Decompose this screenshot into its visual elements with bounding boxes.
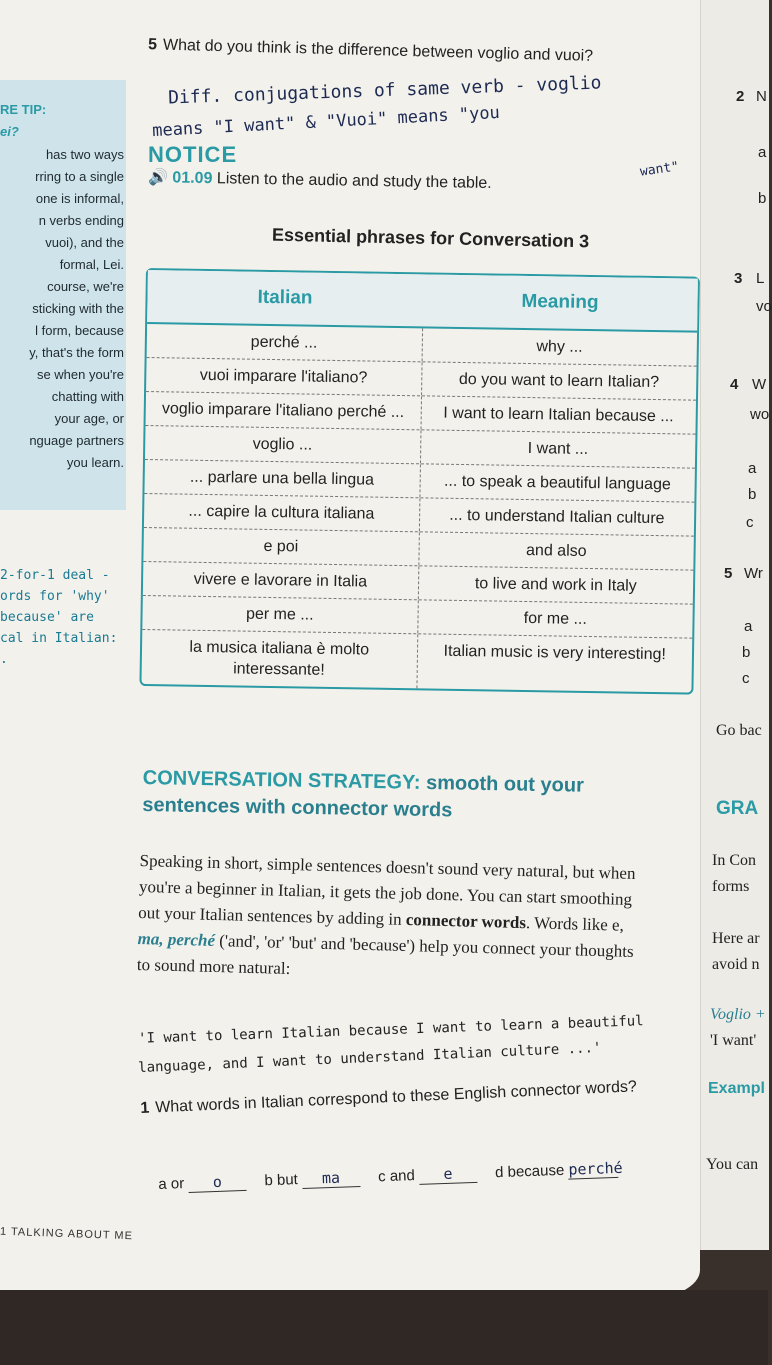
right-page-text: Here ar: [712, 930, 760, 947]
right-page-text: Voglio +: [710, 1006, 766, 1023]
right-page-text: In Con: [712, 852, 756, 869]
text-span: . Words like e,: [525, 913, 625, 935]
italian-cell: voglio ...: [145, 426, 421, 463]
phrases-table: [139, 268, 699, 695]
tip-line: l form, because: [35, 323, 124, 338]
tip-text: [0, 144, 126, 474]
right-page-text: 5: [724, 565, 733, 582]
tip-line: chatting with: [51, 389, 124, 404]
answer-blank-b[interactable]: ma: [302, 1168, 361, 1189]
right-page-text: N: [756, 88, 767, 105]
paragraph-line: Speaking in short, simple sentences doesn't sound very natural, but when: [139, 850, 636, 883]
meaning-cell: and also: [525, 542, 587, 560]
meaning-cell: Italian music is very interesting!: [443, 642, 667, 664]
italian-cell: perché ...: [147, 324, 423, 361]
tip-line: formal, Lei.: [59, 257, 124, 272]
audio-number: 01.09: [172, 169, 213, 188]
italian-cell: e poi: [143, 528, 419, 565]
meaning-cell: ... to understand Italian culture: [449, 506, 665, 528]
tip-title: RE TIP:: [0, 102, 47, 117]
right-page-text: 'I want': [710, 1032, 757, 1049]
tip-line: rring to a single: [35, 169, 124, 184]
text-span: out your Italian sentences by adding in: [138, 902, 407, 929]
question-text: What words in Italian correspond to these English connector words?: [154, 1078, 638, 1117]
italian-cell: ... capire la cultura italiana: [144, 494, 420, 531]
right-page-text: Wr: [744, 565, 763, 582]
right-page-text: 2: [736, 88, 745, 105]
handwritten-example-line-2: language, and I want to understand Italian culture ...': [137, 1039, 602, 1077]
table-header: [147, 270, 698, 333]
right-page-text: You can: [706, 1156, 759, 1173]
strategy-title: CONVERSATION STRATEGY:: [142, 766, 421, 794]
item-word: because: [507, 1161, 565, 1181]
italian-cell: per me ...: [142, 596, 418, 633]
right-page-text: 3: [734, 270, 743, 287]
tip-line: your age, or: [54, 411, 124, 426]
item-letter: a: [158, 1175, 167, 1193]
italian-cell: voglio imparare l'italiano perché ...: [146, 392, 422, 429]
question-number: 1: [140, 1099, 150, 1117]
answer-blank-a[interactable]: o: [188, 1172, 247, 1193]
right-page-text: Exampl: [708, 1080, 765, 1097]
note-line: because' are: [0, 610, 94, 625]
strategy-subtitle: smooth out your: [425, 771, 585, 797]
item-word: or: [170, 1175, 185, 1193]
italian-connectors: ma, perché: [137, 928, 216, 950]
item-word: and: [389, 1167, 416, 1185]
tip-line: nguage partners: [29, 433, 124, 448]
answer-blank-d[interactable]: perché: [568, 1158, 623, 1179]
italian-cell: la musica italiana è molto interessante!: [141, 630, 417, 688]
tip-line: y, that's the form: [29, 345, 124, 360]
right-page: [700, 0, 769, 1250]
italian-cell: ... parlare una bella lingua: [144, 460, 420, 497]
item-word: but: [276, 1171, 299, 1189]
note-line: .: [0, 652, 8, 667]
right-page-text: W: [752, 376, 767, 393]
notice-heading: NOTICE: [148, 142, 238, 167]
italian-cell: vivere e lavorare in Italia: [143, 562, 419, 599]
note-line: 2-for-1 deal -: [0, 568, 110, 583]
item-letter: b: [264, 1172, 274, 1190]
right-page-text: L: [756, 270, 765, 287]
header-italian: Italian: [257, 286, 313, 309]
meaning-cell: to live and work in Italy: [474, 575, 637, 595]
right-page-text: avoid n: [712, 956, 760, 973]
tip-line: se when you're: [36, 367, 124, 382]
item-letter: d: [494, 1163, 504, 1182]
tip-line: you learn.: [66, 455, 124, 470]
item-letter: c: [377, 1168, 386, 1186]
table-row: [141, 630, 692, 693]
right-page-text: c: [746, 514, 754, 531]
background-table: [0, 1290, 768, 1365]
tip-line: sticking with the: [32, 301, 124, 316]
question-text: What do you think is the difference between voglio and vuoi?: [162, 36, 594, 65]
meaning-cell: why ...: [536, 338, 583, 356]
right-page-text: b: [742, 644, 751, 661]
right-page-text: b: [748, 486, 757, 503]
connector-words-term: connector words: [405, 909, 527, 933]
strategy-subtitle-2: sentences with connector words: [142, 793, 453, 822]
right-page-text: b: [758, 190, 767, 207]
italian-cell: vuoi imparare l'italiano?: [146, 358, 422, 395]
question-number: 5: [147, 36, 158, 54]
right-page-heading: GRA: [716, 798, 759, 819]
right-page-text: vo: [756, 298, 772, 315]
right-page-text: a: [744, 618, 753, 635]
paragraph-line: to sound more natural:: [136, 954, 291, 978]
paragraph-line: you're a beginner in Italian, it gets the job done. You can start smoothing: [138, 876, 633, 909]
right-page-text: wo: [750, 406, 770, 423]
handwritten-example-line-1: 'I want to learn Italian because I want to learn a beautiful: [137, 1013, 644, 1047]
meaning-cell: I want to learn Italian because ...: [443, 404, 674, 426]
meaning-cell: do you want to learn Italian?: [458, 370, 660, 392]
handwritten-answer-line-1: Diff. conjugations of same verb - voglio: [167, 72, 602, 109]
note-line: ords for 'why': [0, 589, 110, 604]
handwritten-answer-line-2: means "I want" & "Vuoi" means "you: [151, 102, 501, 142]
text-span: ('and', 'or' 'but' and 'because') help you connect your thoughts: [214, 930, 634, 961]
sidebar-handwritten-note: [0, 565, 126, 670]
right-page-text: a: [758, 144, 767, 161]
answer-blank-c[interactable]: e: [419, 1164, 478, 1185]
right-page-text: a: [748, 460, 757, 477]
instruction-text: Listen to the audio and study the table.: [216, 170, 492, 192]
audio-icon[interactable]: 🔊: [147, 169, 169, 187]
handwritten-answer-line-3: want": [639, 159, 680, 180]
right-page-text: forms: [712, 878, 750, 895]
tip-line: has two ways: [45, 147, 124, 162]
tip-line: vuoi), and the: [45, 235, 124, 250]
page-footer: 1 TALKING ABOUT ME: [0, 1225, 134, 1243]
strategy-paragraph: [137, 848, 685, 992]
header-meaning: Meaning: [521, 290, 599, 314]
right-page-text: Go bac: [716, 722, 762, 739]
meaning-cell: I want ...: [527, 440, 589, 458]
tip-subtitle: ei?: [0, 124, 19, 139]
tip-line: one is informal,: [35, 191, 124, 206]
meaning-cell: ... to speak a beautiful language: [443, 472, 671, 494]
tip-line: course, we're: [47, 279, 124, 294]
strategy-heading: [142, 765, 584, 827]
right-page-text: 4: [730, 376, 739, 393]
table-title: Essential phrases for Conversation 3: [271, 224, 590, 252]
tip-line: n verbs ending: [38, 213, 124, 228]
meaning-cell: for me ...: [523, 609, 587, 628]
right-page-text: c: [742, 670, 750, 687]
note-line: cal in Italian:: [0, 631, 118, 646]
